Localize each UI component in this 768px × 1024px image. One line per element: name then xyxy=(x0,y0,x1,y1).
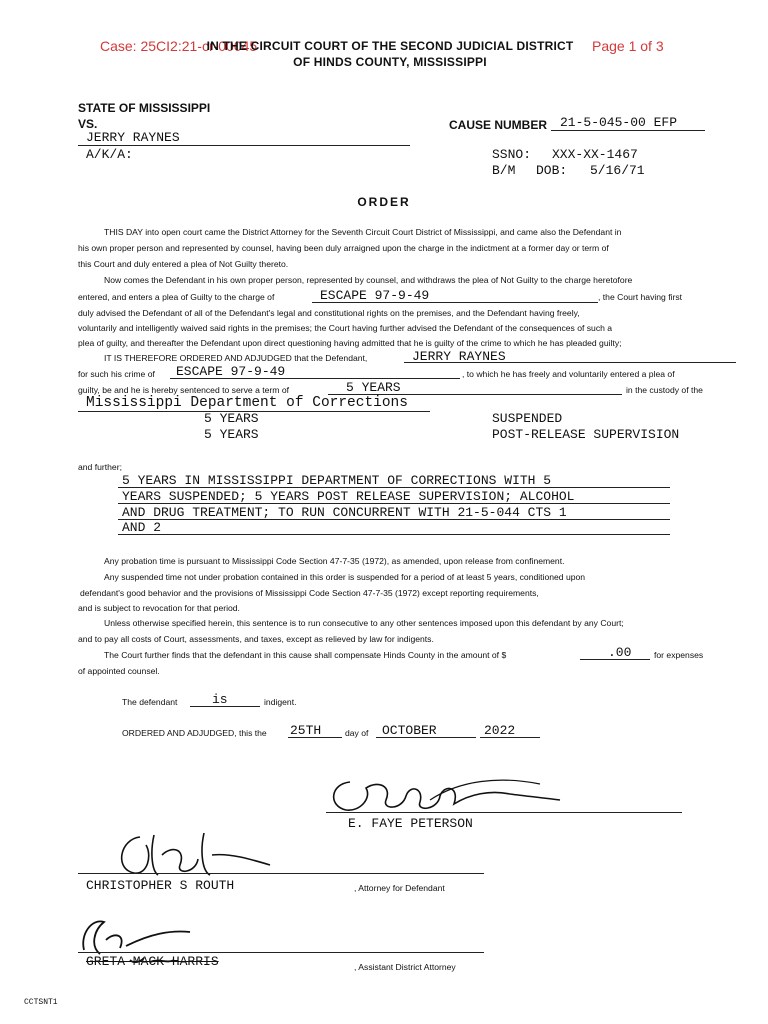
dob-value: 5/16/71 xyxy=(590,163,645,178)
further-line-2: YEARS SUSPENDED; 5 YEARS POST RELEASE SUPERVISION; ALCOHOL xyxy=(122,489,575,504)
ordered-month: OCTOBER xyxy=(382,723,437,738)
p7-line1b: for expenses xyxy=(654,650,704,660)
page-stamp: Page 1 of 3 xyxy=(592,38,664,54)
p1-line3: this Court and duly entered a plea of Not Guilty thereto. xyxy=(78,259,289,269)
p5-line3: and is subject to revocation for that period. xyxy=(78,603,240,613)
ordered-label: ORDERED AND ADJUDGED, this the xyxy=(122,728,267,738)
judge-signature-line xyxy=(326,812,682,813)
indigent-suffix: indigent. xyxy=(264,697,297,707)
caption-aka: A/K/A: xyxy=(86,147,133,162)
caption-vs: VS. xyxy=(78,117,98,131)
p1-line2: his own proper person and represented by counsel, having been duly arraigned upon the charge in the indictment at a former day or term of xyxy=(78,243,609,253)
p3-line1: IT IS THEREFORE ORDERED AND ADJUDGED that the Defendant, xyxy=(104,353,368,363)
ssno-value: XXX-XX-1467 xyxy=(552,147,638,162)
p3-crime: ESCAPE 97-9-49 xyxy=(176,364,286,379)
indigent-label: The defendant xyxy=(122,697,178,707)
defense-attorney-role: , Attorney for Defendant xyxy=(354,883,445,893)
race-sex: B/M xyxy=(492,163,516,178)
indigent-line xyxy=(190,706,260,707)
court-title-line2: OF HINDS COUNTY, MISSISSIPPI xyxy=(293,55,487,69)
custody-agency: Mississippi Department of Corrections xyxy=(86,395,408,411)
further-line-4: AND 2 xyxy=(122,520,162,535)
p2-line3: duly advised the Defendant of all of the Defendant's legal and constitutional rights on the premises, and the Defendant having freely, xyxy=(78,308,580,318)
ordered-day: 25TH xyxy=(290,723,322,738)
ssno-label: SSNO: xyxy=(492,147,532,162)
cause-number-line xyxy=(551,130,705,131)
p2-line2a: entered, and enters a plea of Guilty to the charge of xyxy=(78,292,275,302)
ordered-year-line xyxy=(480,737,540,738)
ordered-dayof: day of xyxy=(345,728,369,738)
p1-line1: THIS DAY into open court came the District Attorney for the Seventh Circuit Court District of Mississippi, and came also the Defendant in xyxy=(104,227,622,237)
case-stamp: Case: 25CI2:21-cr-00045 xyxy=(100,38,258,54)
p2-charge-line xyxy=(312,302,598,303)
judge-name: E. FAYE PETERSON xyxy=(348,816,473,831)
p2-charge: ESCAPE 97-9-49 xyxy=(320,288,430,303)
p6-line2: and to pay all costs of Court, assessments, and taxes, except as relieved by law for indigents. xyxy=(78,634,434,644)
p3-line2b: , to which he has freely and voluntarily entered a plea of xyxy=(462,369,675,379)
p7-line1a: The Court further finds that the defendant in this cause shall compensate Hinds County in the amount of $ xyxy=(104,650,507,660)
further-rule-2 xyxy=(118,503,670,504)
defense-attorney-name: CHRISTOPHER S ROUTH xyxy=(86,878,235,893)
p5-line2: defendant's good behavior and the provisions of Mississippi Code Section 47-7-35 (1972) except reporting requirements, xyxy=(80,588,539,598)
p2-line5: plea of guilty, and thereafter the Defendant upon direct questioning having admitted that he is guilty of the crime to which he has pleaded guilty; xyxy=(78,338,622,348)
and-further-label: and further; xyxy=(78,462,122,472)
defense-signature xyxy=(100,825,300,880)
dob-label: DOB: xyxy=(536,163,568,178)
p3-crime-line xyxy=(170,378,460,379)
court-title-line1: IN THE CIRCUIT COURT OF THE SECOND JUDICIAL DISTRICT xyxy=(206,39,574,53)
caption-defendant-name: JERRY RAYNES xyxy=(86,130,180,145)
ordered-year: 2022 xyxy=(484,723,516,738)
further-rule-4 xyxy=(118,534,670,535)
ada-signature-line xyxy=(78,952,484,953)
p3-line2a: for such his crime of xyxy=(78,369,155,379)
p7-amount-line xyxy=(580,659,650,660)
sentence-row-2-type: POST-RELEASE SUPERVISION xyxy=(492,427,680,442)
p3-name-line xyxy=(404,362,736,363)
p5-line1: Any suspended time not under probation contained in this order is suspended for a period of at least 5 years, conditioned upon xyxy=(104,572,586,582)
defense-signature-line xyxy=(78,873,484,874)
sentence-row-1-type: SUSPENDED xyxy=(492,411,563,426)
sentence-row-1-years: 5 YEARS xyxy=(204,411,259,426)
further-line-1: 5 YEARS IN MISSISSIPPI DEPARTMENT OF CORRECTIONS WITH 5 xyxy=(122,473,552,488)
p4: Any probation time is pursuant to Mississippi Code Section 47-7-35 (1972), as amended, upon release from confinement. xyxy=(104,556,565,566)
ordered-day-line xyxy=(288,737,342,738)
indigent-value: is xyxy=(212,692,228,707)
p7-amount: .00 xyxy=(608,645,632,660)
p6-line1: Unless otherwise specified herein, this sentence is to run consecutive to any other sentences imposed upon this defendant by any Court; xyxy=(104,618,624,628)
p7-line2: of appointed counsel. xyxy=(78,666,160,676)
further-rule-3 xyxy=(118,519,670,520)
ada-name: GRETA MACK HARRIS xyxy=(86,954,219,969)
p3-line3a: guilty, be and he is hereby sentenced to serve a term of xyxy=(78,385,289,395)
p2-line4: voluntarily and intelligently waived said rights in the premises; the Court having further advised the Defendant of the consequences of such a xyxy=(78,323,613,333)
p3-name: JERRY RAYNES xyxy=(412,349,506,364)
p3-term: 5 YEARS xyxy=(346,380,401,395)
p2-line2b: , the Court having first xyxy=(598,292,683,302)
p2-line1: Now comes the Defendant in his own proper person, represented by counsel, and withdraws the plea of Not Guilty to the charge heretofore xyxy=(104,275,633,285)
caption-state: STATE OF MISSISSIPPI xyxy=(78,101,211,115)
sentence-row-2-years: 5 YEARS xyxy=(204,427,259,442)
order-title: ORDER xyxy=(357,195,411,209)
cause-number-value: 21-5-045-00 EFP xyxy=(560,115,678,130)
form-code: CCTSNT1 xyxy=(24,998,58,1007)
ordered-month-line xyxy=(376,737,476,738)
further-rule-1 xyxy=(118,487,670,488)
defendant-name-line xyxy=(78,145,410,146)
further-line-3: AND DRUG TREATMENT; TO RUN CONCURRENT WITH 21-5-044 CTS 1 xyxy=(122,505,567,520)
p3-line3b: in the custody of the xyxy=(626,385,703,395)
cause-number-label: CAUSE NUMBER xyxy=(449,118,548,132)
ada-role: , Assistant District Attorney xyxy=(354,962,456,972)
